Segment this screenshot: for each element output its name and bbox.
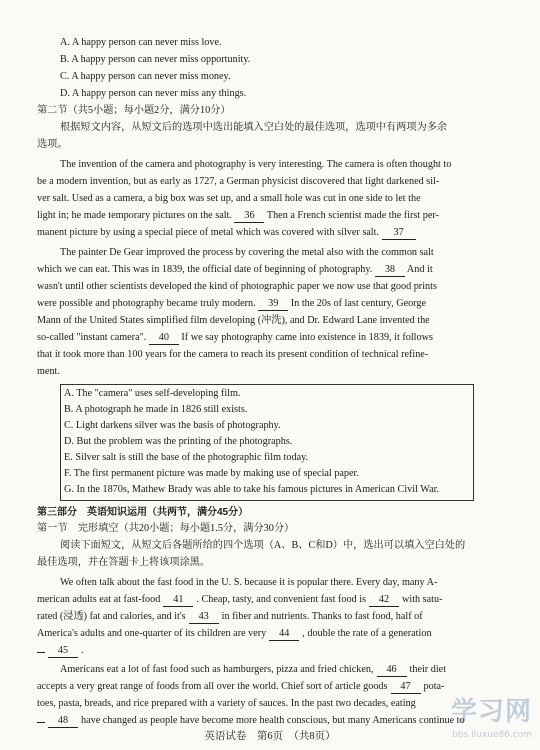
text-segment: , double the rate of a generation bbox=[302, 628, 432, 639]
passage-line: ver salt. Used as a camera, a big box was set up, and a small hole was cut in one side to let the bbox=[37, 193, 421, 204]
answer-blank-47[interactable]: 47 bbox=[391, 680, 421, 694]
cloze-line bbox=[37, 713, 465, 730]
text-segment: In the 20s of last century, George bbox=[290, 298, 427, 309]
cloze-line bbox=[37, 609, 423, 626]
text-segment: toes, pasta, breads, and rice prepared with a variety of sauces. In the past two decades, eating bbox=[37, 698, 416, 709]
answer-blank-42[interactable]: 42 bbox=[369, 593, 399, 607]
passage-line bbox=[37, 262, 433, 279]
text-segment: so-called "instant camera". bbox=[37, 332, 147, 343]
blank-underline bbox=[37, 722, 45, 723]
passage-line: Mann of the United States simplified film developing (冲洗), and Dr. Edward Lane invented the bbox=[37, 315, 430, 326]
blank-underline bbox=[37, 652, 45, 653]
cloze-line bbox=[37, 696, 416, 713]
part-heading: 第三部分 英语知识运用（共两节，满分45分） bbox=[37, 507, 249, 518]
answer-blank-45[interactable]: 45 bbox=[48, 644, 78, 658]
text-segment: have changed as people have become more health conscious, but many Americans continue to bbox=[81, 715, 465, 726]
passage-line bbox=[37, 296, 426, 313]
sub-heading: 第一节 完形填空（共20小题；每小题1.5分，满分30分） bbox=[37, 523, 295, 534]
passage-line: The painter De Gear improved the process by covering the metal also with the common salt bbox=[60, 247, 434, 258]
passage-line: ment. bbox=[37, 366, 60, 377]
text-segment: Americans eat a lot of fast food such as hamburgers, pizza and fried chicken, bbox=[60, 664, 374, 675]
answer-blank-44[interactable]: 44 bbox=[269, 627, 299, 641]
watermark-logo-text: 学习网 bbox=[450, 697, 532, 727]
answer-blank-37[interactable]: 37 bbox=[382, 226, 416, 240]
text-segment: in fiber and nutrients. Thanks to fast food, half of bbox=[221, 611, 423, 622]
text-segment: . Cheap, tasty, and convenient fast food is bbox=[196, 594, 366, 605]
text-segment: pota- bbox=[423, 681, 445, 692]
cloze-line bbox=[37, 679, 444, 696]
text-segment: light in; he made temporary pictures on the salt. bbox=[37, 210, 232, 221]
text-segment: merican adults eat at fast-food bbox=[37, 594, 161, 605]
section-instructions: 选项。 bbox=[37, 139, 68, 150]
answer-blank-43[interactable]: 43 bbox=[189, 610, 219, 624]
passage-line bbox=[37, 208, 439, 225]
section-instructions: 根据短文内容，从短文后的选项中选出能填入空白处的最佳选项，选项中有两项为多余 bbox=[60, 122, 448, 133]
option-line: D. A happy person can never miss any things. bbox=[60, 88, 247, 99]
option-line: C. A happy person can never miss money. bbox=[60, 71, 231, 82]
choices-box bbox=[60, 384, 474, 501]
text-segment: their diet bbox=[409, 664, 447, 675]
section-heading: 第二节（共5小题；每小题2分，满分10分） bbox=[37, 105, 231, 116]
text-segment: . bbox=[81, 645, 84, 656]
choice-option: B. A photograph he made in 1826 still exists. bbox=[64, 404, 248, 415]
answer-blank-39[interactable]: 39 bbox=[258, 297, 288, 311]
part-instructions: 最佳选项，并在答题卡上将该项涂黑。 bbox=[37, 557, 211, 568]
choice-option: E. Silver salt is still the base of the photographic film today. bbox=[64, 452, 309, 463]
text-segment: America's adults and one-quarter of its children are very bbox=[37, 628, 267, 639]
cloze-line bbox=[60, 575, 437, 592]
passage-line: The invention of the camera and photography is very interesting. The camera is often thought to bbox=[60, 159, 452, 170]
text-segment: And it bbox=[406, 264, 433, 275]
text-segment: If we say photography came into existence in 1839, it follows bbox=[181, 332, 433, 343]
cloze-line bbox=[60, 662, 446, 679]
site-watermark bbox=[414, 697, 532, 744]
text-segment: rated (浸透) fat and calories, and it's bbox=[37, 611, 186, 622]
watermark-url: bbs.liuxue86.com bbox=[452, 730, 532, 741]
page-footer: 英语试卷 第6页 （共8页） bbox=[204, 731, 336, 742]
text-segment: were possible and photography became truly modern. bbox=[37, 298, 256, 309]
passage-line bbox=[37, 225, 416, 242]
text-segment: Then a French scientist made the first per- bbox=[266, 210, 439, 221]
choice-option: A. The "camera" uses self-developing film. bbox=[64, 388, 241, 399]
answer-blank-38[interactable]: 38 bbox=[375, 263, 405, 277]
cloze-line bbox=[37, 592, 442, 609]
answer-blank-40[interactable]: 40 bbox=[149, 331, 179, 345]
option-line: A. A happy person can never miss love. bbox=[60, 37, 222, 48]
text-segment: We often talk about the fast food in the U. S. because it is popular there. Every day, many A- bbox=[60, 577, 438, 588]
passage-line: be a modern invention, but as early as 1727, a German physicist discovered that light darkened sil- bbox=[37, 176, 440, 187]
text-segment: which we can eat. This was in 1839, the official date of beginning of photography. bbox=[37, 264, 373, 275]
text-segment: manent picture by using a special piece of metal which was covered with silver salt. bbox=[37, 227, 380, 238]
passage-line: wasn't until other scientists developed the kind of photographic paper we now use that good prints bbox=[37, 281, 437, 292]
text-segment: with satu- bbox=[402, 594, 443, 605]
option-line: B. A happy person can never miss opportunity. bbox=[60, 54, 251, 65]
choice-option: F. The first permanent picture was made by making use of special paper. bbox=[64, 468, 359, 479]
choice-option: C. Light darkens silver was the basis of photography. bbox=[64, 420, 281, 431]
answer-blank-41[interactable]: 41 bbox=[163, 593, 193, 607]
passage-line: that it took more than 100 years for the camera to reach its present condition of technical refine- bbox=[37, 349, 429, 360]
cloze-line bbox=[37, 626, 432, 643]
choice-option: D. But the problem was the printing of the photographs. bbox=[64, 436, 293, 447]
choice-option: G. In the 1870s, Mathew Brady was able to take his famous pictures in American Civil War. bbox=[64, 484, 439, 495]
answer-blank-36[interactable]: 36 bbox=[234, 209, 264, 223]
answer-blank-48[interactable]: 48 bbox=[48, 714, 78, 728]
text-segment: accepts a very great range of foods from all over the world. Chief sort of article goods bbox=[37, 681, 388, 692]
cloze-line bbox=[37, 643, 84, 660]
passage-line bbox=[37, 330, 433, 347]
part-instructions: 阅读下面短文，从短文后各题所给的四个选项（A、B、C和D）中，选出可以填入空白处的 bbox=[60, 540, 466, 551]
answer-blank-46[interactable]: 46 bbox=[377, 663, 407, 677]
